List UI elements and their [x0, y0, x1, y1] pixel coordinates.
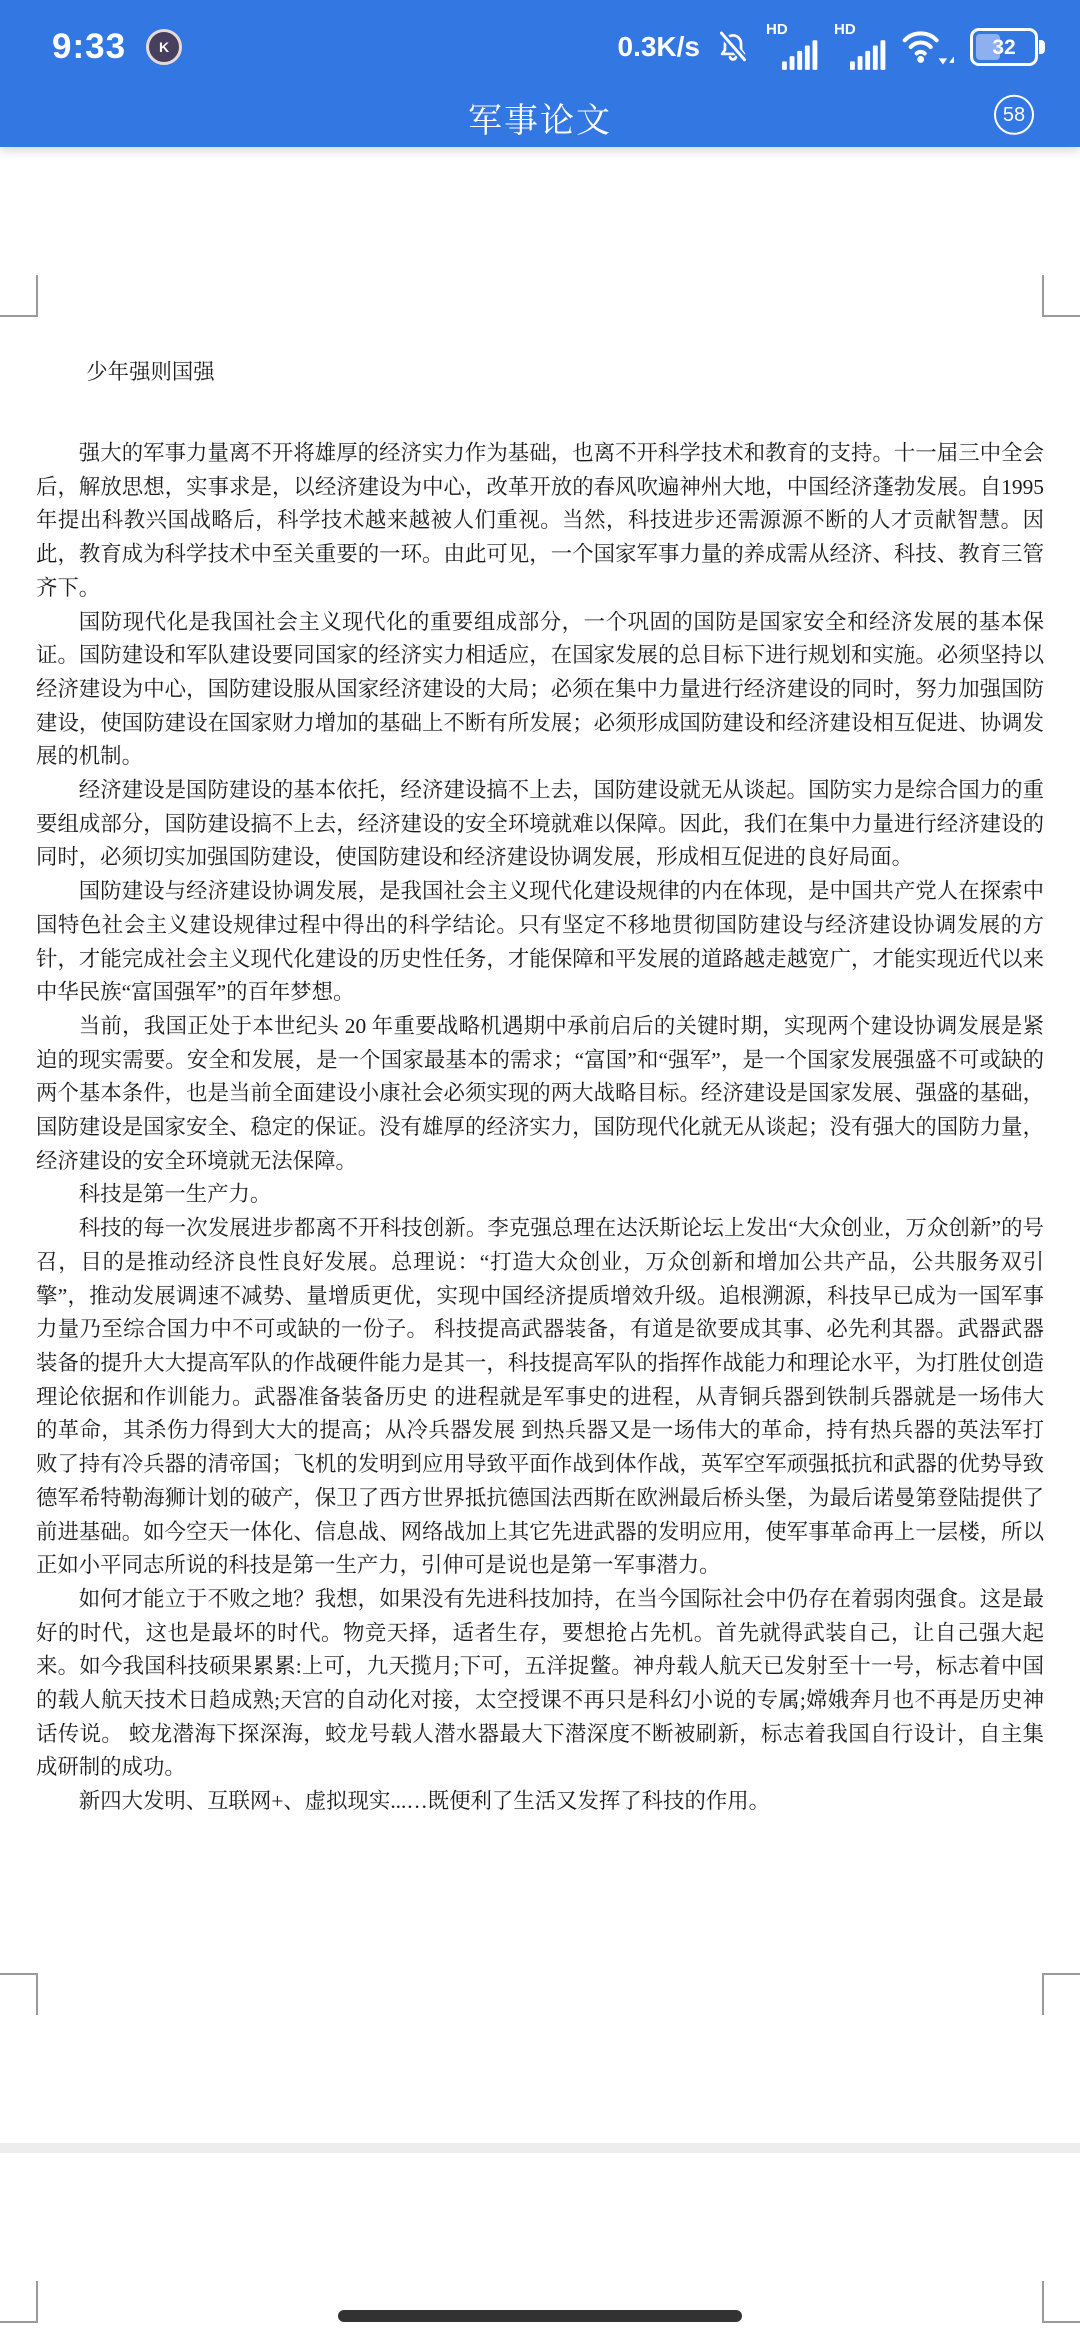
app-header	[0, 0, 1080, 147]
sim1-hd-label: HD	[766, 21, 788, 38]
page-count-badge[interactable]: 58	[994, 94, 1034, 134]
document-paragraph-6: 科技是第一生产力。	[78, 1182, 272, 1207]
sim1-signal-icon	[766, 22, 818, 72]
document-paragraph-3: 经济建设是国防建设的基本依托，经济建设搞不上去，国防建设就无从谈起。国防实力是综合国力的重要组成部分，国防建设搞不上去，经济建设的安全环境就难以保障。因此，我们在集中力量进行经济建设的同时，必须切实加强国防建设，使国防建设和经济建设协调发展，形成相互促进的良好局面。	[36, 778, 1044, 870]
sim2-hd-label: HD	[834, 21, 856, 38]
page2-corner-mark-top-left	[0, 2281, 38, 2323]
status-bar-left	[52, 27, 182, 67]
document-paragraph-5: 当前，我国正处于本世纪头 20 年重要战略机遇期中承前启后的关键时期，实现两个建设协调发展是紧迫的现实需要。安全和发展，是一个国家最基本的需求；“富国”和“强军”，是一个国家发展强盛不可或缺的两个基本条件，也是当前全面建设小康社会必须实现的两大战略目标。经济建设是国家发展、强盛的基础，国防建设是国家安全、稳定的保证。没有雄厚的经济实力，国防现代化就无从谈起；没有强大的国防力量，经济建设的安全环境就无法保障。	[36, 1013, 1044, 1173]
app-title: 军事论文	[468, 102, 612, 140]
battery-icon	[970, 28, 1038, 66]
sim2-signal-icon	[834, 22, 886, 72]
document-paragraph-7: 科技的每一次发展进步都离不开科技创新。李克强总理在达沃斯论坛上发出“大众创业，万众创新”的号召，目的是推动经济良性良好发展。总理说：“打造大众创业，万众创新和增加公共产品，公共服务双引擎”，推动发展调速不减势、量增质更优，实现中国经济提质增效升级。追根溯源，科技早已成为一国军事力量乃至综合国力中不可或缺的一份子。 科技提高武器装备，有道是欲要成其事、必先利其器。武器武器装备的提升大大提高军队的作战硬件能力是其一，科技提高军队的指挥作战能力和理论水平，为打胜仗创造理论依据和作训能力。武器准备装备历史 的进程就是军事史的进程，从青铜兵器到铁制兵器就是一场伟大的革命，其杀伤力得到大大的提高；从冷兵器发展 到热兵器又是一场伟大的革命，持有热兵器的英法军打败了持有冷兵器的清帝国；飞机的发明到应用导致平面作战到体作战，英军空军顽强抵抗和武器的优势导致德军希特勒海狮计划的破产，保卫了西方世界抵抗德国法西斯在欧洲最后桥头堡，为最后诺曼第登陆提供了前进基础。如今空天一体化、信息战、网络战加上其它先进武器的发明应用，使军事革命再上一层楼，所以正如小平同志所说的科技是第一生产力，引伸可是说也是第一军事潜力。	[36, 1216, 1044, 1578]
status-clock: 9:33	[52, 27, 127, 66]
page-corner-mark-top-right	[1042, 275, 1080, 317]
wifi-icon	[902, 25, 954, 69]
document-paragraph-1: 强大的军事力量离不开将雄厚的经济实力作为基础，也离不开科学技术和教育的支持。十一届三中全会后，解放思想，实事求是，以经济建设为中心，改革开放的春风吹遍神州大地，中国经济蓬勃发展。自1995 年提出科教兴国战略后，科学技术越来越被人们重视。当然，科技进步还需源源不断的人才贡献智慧。因此，教育成为科学技术中至关重要的一环。由此可见，一个国家军事力量的养成需从经济、科技、教育三管齐下。	[36, 441, 1044, 600]
page-corner-mark-bottom-left	[0, 1973, 38, 2015]
document-title: 少年强则国强	[86, 360, 215, 384]
app-bar	[0, 88, 1080, 147]
document-viewer[interactable]	[0, 147, 1080, 2340]
document-page-1[interactable]	[0, 147, 1080, 2143]
document-paragraph-8: 如何才能立于不败之地？我想，如果没有先进科技加持，在当今国际社会中仍存在着弱肉强食。这是最好的时代，这也是最坏的时代。物竞天择，适者生存，要想抢占先机。首先就得武装自己，让自己强大起来。如今我国科技硕果累累:上可，九天揽月;下可，五洋捉鳖。神舟载人航天已发射至十一号，标志着中国的载人航天技术日趋成熟;天宫的自动化对接，太空授课不再只是科幻小说的专属;嫦娥奔月也不再是历史神话传说。 蛟龙潜海下探深海，蛟龙号载人潜水器最大下潜深度不断被刷新，标志着我国自行设计，自主集成研制的成功。	[36, 1586, 1044, 1780]
document-paragraph-4: 国防建设与经济建设协调发展，是我国社会主义现代化建设规律的内在体现，是中国共产党人在探索中国特色社会主义建设规律过程中得出的科学结论。只有坚定不移地贯彻国防建设与经济建设协调发展的方针，才能完成社会主义现代化建设的历史性任务，才能保障和平发展的道路越走越宽广，才能实现近代以来中华民族“富国强军”的百年梦想。	[36, 879, 1044, 1005]
battery-cap	[1039, 40, 1045, 54]
document-paragraph-9: 新四大发明、互联网+、虚拟现实...…既便利了生活又发挥了科技的作用。	[78, 1789, 771, 1814]
page-corner-mark-bottom-right	[1042, 1973, 1080, 2015]
home-indicator[interactable]	[338, 2310, 742, 2322]
status-bar	[0, 0, 1080, 88]
notification-app-letter: K	[159, 39, 170, 55]
notification-app-icon	[146, 29, 182, 65]
battery-percent-text: 32	[992, 35, 1016, 59]
document-paragraph-2: 国防现代化是我国社会主义现代化的重要组成部分，一个巩固的国防是国家安全和经济发展的基本保证。国防建设和军队建设要同国家的经济实力相适应，在国家发展的总目标下进行规划和实施。必须坚持以经济建设为中心，国防建设服从国家经济建设的大局；必须在集中力量进行经济建设的同时，努力加强国防建设，使国防建设在国家财力增加的基础上不断有所发展；必须形成国防建设和经济建设相互促进、协调发展的机制。	[36, 609, 1044, 769]
network-speed: 0.3K/s	[617, 31, 700, 62]
page2-corner-mark-top-right	[1042, 2281, 1080, 2323]
status-bar-right	[618, 22, 1047, 72]
page-separator	[0, 2143, 1080, 2153]
mute-icon	[716, 30, 750, 64]
page-corner-mark-top-left	[0, 275, 38, 317]
